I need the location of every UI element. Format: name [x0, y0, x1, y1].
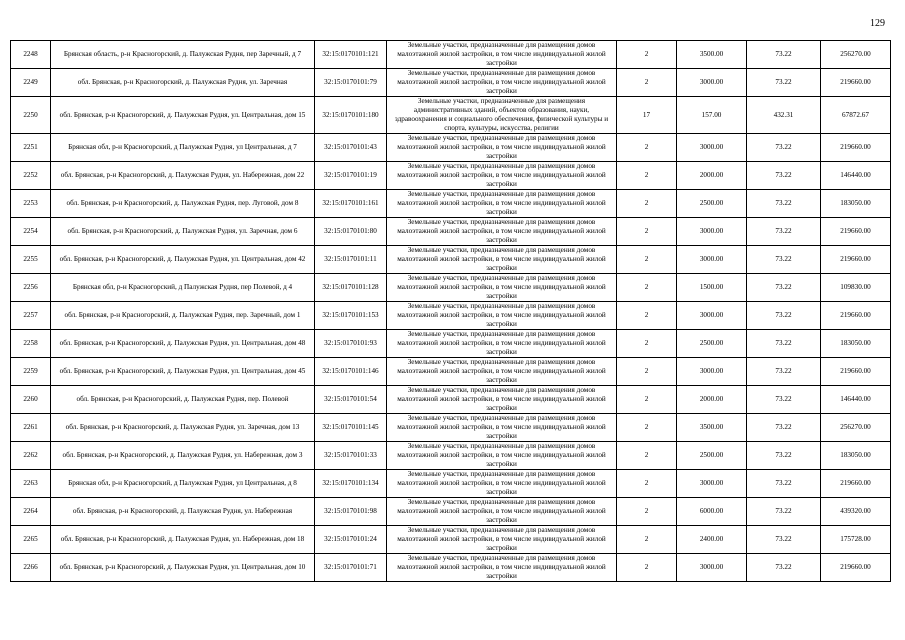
- area-cell: 3500.00: [677, 414, 747, 442]
- address-cell: Брянская область, р-н Красногорский, д. Палужская Рудня, пер Заречный, д 7: [51, 41, 315, 69]
- cadastral-value-cell: 219660.00: [821, 358, 891, 386]
- row-number: 2264: [11, 498, 51, 526]
- cadastral-value-table: [10, 40, 891, 582]
- land-use-cell: Земельные участки, предназначенные для размещения домов малоэтажной жилой застройки, в том числе индивидуальной жилой застройки: [387, 134, 617, 162]
- group-cell: 2: [617, 190, 677, 218]
- area-cell: 3000.00: [677, 134, 747, 162]
- cadastral-value-cell: 219660.00: [821, 69, 891, 97]
- area-cell: 1500.00: [677, 274, 747, 302]
- cadastral-value-cell: 219660.00: [821, 134, 891, 162]
- land-use-cell: Земельные участки, предназначенные для размещения домов малоэтажной жилой застройки, в том числе индивидуальной жилой застройки: [387, 554, 617, 582]
- group-cell: 2: [617, 442, 677, 470]
- cadastral-number-cell: 32:15:0170101:180: [315, 97, 387, 134]
- area-cell: 2400.00: [677, 526, 747, 554]
- row-number: 2262: [11, 442, 51, 470]
- cadastral-number-cell: 32:15:0170101:19: [315, 162, 387, 190]
- group-cell: 2: [617, 358, 677, 386]
- row-number: 2248: [11, 41, 51, 69]
- area-cell: 3500.00: [677, 41, 747, 69]
- cadastral-number-cell: 32:15:0170101:98: [315, 498, 387, 526]
- row-number: 2265: [11, 526, 51, 554]
- cadastral-value-cell: 183050.00: [821, 442, 891, 470]
- group-cell: 2: [617, 386, 677, 414]
- cadastral-number-cell: 32:15:0170101:54: [315, 386, 387, 414]
- table-row: [11, 386, 891, 414]
- table-row: [11, 358, 891, 386]
- rate-cell: 73.22: [747, 162, 821, 190]
- land-use-cell: Земельные участки, предназначенные для размещения домов малоэтажной жилой застройки, в том числе индивидуальной жилой застройки: [387, 442, 617, 470]
- cadastral-value-cell: 67872.67: [821, 97, 891, 134]
- cadastral-value-cell: 219660.00: [821, 218, 891, 246]
- row-number: 2249: [11, 69, 51, 97]
- cadastral-value-cell: 219660.00: [821, 302, 891, 330]
- address-cell: обл. Брянская, р-н Красногорский, д. Палужская Рудня, пер. Луговой, дом 8: [51, 190, 315, 218]
- area-cell: 157.00: [677, 97, 747, 134]
- group-cell: 2: [617, 162, 677, 190]
- group-cell: 2: [617, 246, 677, 274]
- land-use-cell: Земельные участки, предназначенные для размещения домов малоэтажной жилой застройки, в том числе индивидуальной жилой застройки: [387, 470, 617, 498]
- row-number: 2259: [11, 358, 51, 386]
- area-cell: 2500.00: [677, 442, 747, 470]
- rate-cell: 73.22: [747, 190, 821, 218]
- rate-cell: 73.22: [747, 414, 821, 442]
- rate-cell: 73.22: [747, 302, 821, 330]
- area-cell: 3000.00: [677, 470, 747, 498]
- row-number: 2257: [11, 302, 51, 330]
- address-cell: обл. Брянская, р-н Красногорский, д. Палужская Рудня, ул. Центральная, дом 15: [51, 97, 315, 134]
- address-cell: обл. Брянская, р-н Красногорский, д. Палужская Рудня, ул. Набережная, дом 18: [51, 526, 315, 554]
- area-cell: 2000.00: [677, 386, 747, 414]
- table-row: [11, 69, 891, 97]
- cadastral-value-cell: 256270.00: [821, 414, 891, 442]
- cadastral-number-cell: 32:15:0170101:33: [315, 442, 387, 470]
- land-use-cell: Земельные участки, предназначенные для размещения домов малоэтажной жилой застройки, в том числе индивидуальной жилой застройки: [387, 162, 617, 190]
- row-number: 2255: [11, 246, 51, 274]
- table-row: [11, 218, 891, 246]
- row-number: 2253: [11, 190, 51, 218]
- cadastral-number-cell: 32:15:0170101:79: [315, 69, 387, 97]
- cadastral-value-cell: 183050.00: [821, 330, 891, 358]
- rate-cell: 73.22: [747, 274, 821, 302]
- row-number: 2250: [11, 97, 51, 134]
- rate-cell: 73.22: [747, 41, 821, 69]
- rate-cell: 73.22: [747, 470, 821, 498]
- area-cell: 2000.00: [677, 162, 747, 190]
- table-row: [11, 246, 891, 274]
- row-number: 2251: [11, 134, 51, 162]
- area-cell: 3000.00: [677, 358, 747, 386]
- address-cell: обл. Брянская, р-н Красногорский, д. Палужская Рудня, ул. Набережная: [51, 498, 315, 526]
- row-number: 2252: [11, 162, 51, 190]
- group-cell: 2: [617, 414, 677, 442]
- cadastral-number-cell: 32:15:0170101:161: [315, 190, 387, 218]
- group-cell: 2: [617, 498, 677, 526]
- address-cell: обл. Брянская, р-н Красногорский, д. Палужская Рудня, пер. Полевой: [51, 386, 315, 414]
- cadastral-number-cell: 32:15:0170101:93: [315, 330, 387, 358]
- group-cell: 17: [617, 97, 677, 134]
- cadastral-number-cell: 32:15:0170101:128: [315, 274, 387, 302]
- table-row: [11, 97, 891, 134]
- table-row: [11, 498, 891, 526]
- land-use-cell: Земельные участки, предназначенные для размещения домов малоэтажной жилой застройки, в том числе индивидуальной жилой застройки: [387, 386, 617, 414]
- rate-cell: 73.22: [747, 442, 821, 470]
- group-cell: 2: [617, 526, 677, 554]
- land-use-cell: Земельные участки, предназначенные для размещения домов малоэтажной жилой застройки, в том числе индивидуальной жилой застройки: [387, 358, 617, 386]
- land-use-cell: Земельные участки, предназначенные для размещения домов малоэтажной жилой застройки, в том числе индивидуальной жилой застройки: [387, 218, 617, 246]
- rate-cell: 73.22: [747, 218, 821, 246]
- table-row: [11, 442, 891, 470]
- cadastral-number-cell: 32:15:0170101:121: [315, 41, 387, 69]
- cadastral-number-cell: 32:15:0170101:71: [315, 554, 387, 582]
- land-use-cell: Земельные участки, предназначенные для размещения домов малоэтажной жилой застройки, в том числе индивидуальной жилой застройки: [387, 414, 617, 442]
- rate-cell: 73.22: [747, 358, 821, 386]
- rate-cell: 73.22: [747, 246, 821, 274]
- address-cell: Брянская обл, р-н Красногорский, д Палужская Рудня, ул Центральная, д 8: [51, 470, 315, 498]
- area-cell: 3000.00: [677, 246, 747, 274]
- land-use-cell: Земельные участки, предназначенные для размещения домов малоэтажной жилой застройки, в том числе индивидуальной жилой застройки: [387, 274, 617, 302]
- rate-cell: 73.22: [747, 526, 821, 554]
- area-cell: 6000.00: [677, 498, 747, 526]
- address-cell: Брянская обл, р-н Красногорский, д Палужская Рудня, ул Центральная, д 7: [51, 134, 315, 162]
- table-row: [11, 554, 891, 582]
- area-cell: 3000.00: [677, 218, 747, 246]
- land-use-cell: Земельные участки, предназначенные для размещения домов малоэтажной жилой застройки, в том числе индивидуальной жилой застройки: [387, 69, 617, 97]
- table-row: [11, 41, 891, 69]
- address-cell: обл. Брянская, р-н Красногорский, д. Палужская Рудня, ул. Центральная, дом 42: [51, 246, 315, 274]
- cadastral-value-cell: 219660.00: [821, 470, 891, 498]
- group-cell: 2: [617, 41, 677, 69]
- rate-cell: 73.22: [747, 386, 821, 414]
- cadastral-value-cell: 183050.00: [821, 190, 891, 218]
- row-number: 2254: [11, 218, 51, 246]
- address-cell: Брянская обл, р-н Красногорский, д Палужская Рудня, пер Полевой, д 4: [51, 274, 315, 302]
- land-use-cell: Земельные участки, предназначенные для размещения домов малоэтажной жилой застройки, в том числе индивидуальной жилой застройки: [387, 41, 617, 69]
- rate-cell: 73.22: [747, 330, 821, 358]
- cadastral-value-cell: 219660.00: [821, 554, 891, 582]
- rate-cell: 432.31: [747, 97, 821, 134]
- row-number: 2260: [11, 386, 51, 414]
- address-cell: обл. Брянская, р-н Красногорский, д. Палужская Рудня, ул. Центральная, дом 10: [51, 554, 315, 582]
- group-cell: 2: [617, 134, 677, 162]
- address-cell: обл. Брянская, р-н Красногорский, д. Палужская Рудня, ул. Заречная, дом 6: [51, 218, 315, 246]
- cadastral-number-cell: 32:15:0170101:43: [315, 134, 387, 162]
- group-cell: 2: [617, 69, 677, 97]
- address-cell: обл. Брянская, р-н Красногорский, д. Палужская Рудня, пер. Заречный, дом 1: [51, 302, 315, 330]
- cadastral-value-cell: 219660.00: [821, 246, 891, 274]
- cadastral-number-cell: 32:15:0170101:80: [315, 218, 387, 246]
- land-use-cell: Земельные участки, предназначенные для размещения домов малоэтажной жилой застройки, в том числе индивидуальной жилой застройки: [387, 302, 617, 330]
- group-cell: 2: [617, 554, 677, 582]
- table-row: [11, 330, 891, 358]
- cadastral-number-cell: 32:15:0170101:146: [315, 358, 387, 386]
- cadastral-number-cell: 32:15:0170101:24: [315, 526, 387, 554]
- land-use-cell: Земельные участки, предназначенные для размещения домов малоэтажной жилой застройки, в том числе индивидуальной жилой застройки: [387, 190, 617, 218]
- cadastral-number-cell: 32:15:0170101:145: [315, 414, 387, 442]
- address-cell: обл. Брянская, р-н Красногорский, д. Палужская Рудня, ул. Заречная: [51, 69, 315, 97]
- land-use-cell: Земельные участки, предназначенные для размещения домов малоэтажной жилой застройки, в том числе индивидуальной жилой застройки: [387, 498, 617, 526]
- cadastral-value-cell: 109830.00: [821, 274, 891, 302]
- table-row: [11, 134, 891, 162]
- rate-cell: 73.22: [747, 69, 821, 97]
- group-cell: 2: [617, 302, 677, 330]
- address-cell: обл. Брянская, р-н Красногорский, д. Палужская Рудня, ул. Набережная, дом 3: [51, 442, 315, 470]
- address-cell: обл. Брянская, р-н Красногорский, д. Палужская Рудня, ул. Заречная, дом 13: [51, 414, 315, 442]
- group-cell: 2: [617, 274, 677, 302]
- page-number: 129: [870, 18, 885, 29]
- row-number: 2263: [11, 470, 51, 498]
- land-use-cell: Земельные участки, предназначенные для размещения домов малоэтажной жилой застройки, в том числе индивидуальной жилой застройки: [387, 330, 617, 358]
- rate-cell: 73.22: [747, 498, 821, 526]
- area-cell: 2500.00: [677, 330, 747, 358]
- group-cell: 2: [617, 470, 677, 498]
- row-number: 2258: [11, 330, 51, 358]
- cadastral-number-cell: 32:15:0170101:11: [315, 246, 387, 274]
- land-use-cell: Земельные участки, предназначенные для размещения административных зданий, объектов образования, науки, здравоохранения и социального обеспечения, физической культуры и спорта, культуры, искусства, религии: [387, 97, 617, 134]
- rate-cell: 73.22: [747, 554, 821, 582]
- table-row: [11, 190, 891, 218]
- cadastral-number-cell: 32:15:0170101:153: [315, 302, 387, 330]
- group-cell: 2: [617, 330, 677, 358]
- group-cell: 2: [617, 218, 677, 246]
- table-row: [11, 414, 891, 442]
- address-cell: обл. Брянская, р-н Красногорский, д. Палужская Рудня, ул. Центральная, дом 48: [51, 330, 315, 358]
- address-cell: обл. Брянская, р-н Красногорский, д. Палужская Рудня, ул. Центральная, дом 45: [51, 358, 315, 386]
- row-number: 2266: [11, 554, 51, 582]
- cadastral-value-cell: 439320.00: [821, 498, 891, 526]
- cadastral-value-cell: 146440.00: [821, 162, 891, 190]
- table-row: [11, 162, 891, 190]
- area-cell: 3000.00: [677, 554, 747, 582]
- cadastral-value-cell: 256270.00: [821, 41, 891, 69]
- area-cell: 3000.00: [677, 69, 747, 97]
- area-cell: 2500.00: [677, 190, 747, 218]
- address-cell: обл. Брянская, р-н Красногорский, д. Палужская Рудня, ул. Набережная, дом 22: [51, 162, 315, 190]
- cadastral-number-cell: 32:15:0170101:134: [315, 470, 387, 498]
- land-use-cell: Земельные участки, предназначенные для размещения домов малоэтажной жилой застройки, в том числе индивидуальной жилой застройки: [387, 246, 617, 274]
- rate-cell: 73.22: [747, 134, 821, 162]
- table-row: [11, 470, 891, 498]
- area-cell: 3000.00: [677, 302, 747, 330]
- land-use-cell: Земельные участки, предназначенные для размещения домов малоэтажной жилой застройки, в том числе индивидуальной жилой застройки: [387, 526, 617, 554]
- cadastral-value-cell: 146440.00: [821, 386, 891, 414]
- table-row: [11, 274, 891, 302]
- table-row: [11, 526, 891, 554]
- row-number: 2261: [11, 414, 51, 442]
- cadastral-value-cell: 175728.00: [821, 526, 891, 554]
- table-row: [11, 302, 891, 330]
- row-number: 2256: [11, 274, 51, 302]
